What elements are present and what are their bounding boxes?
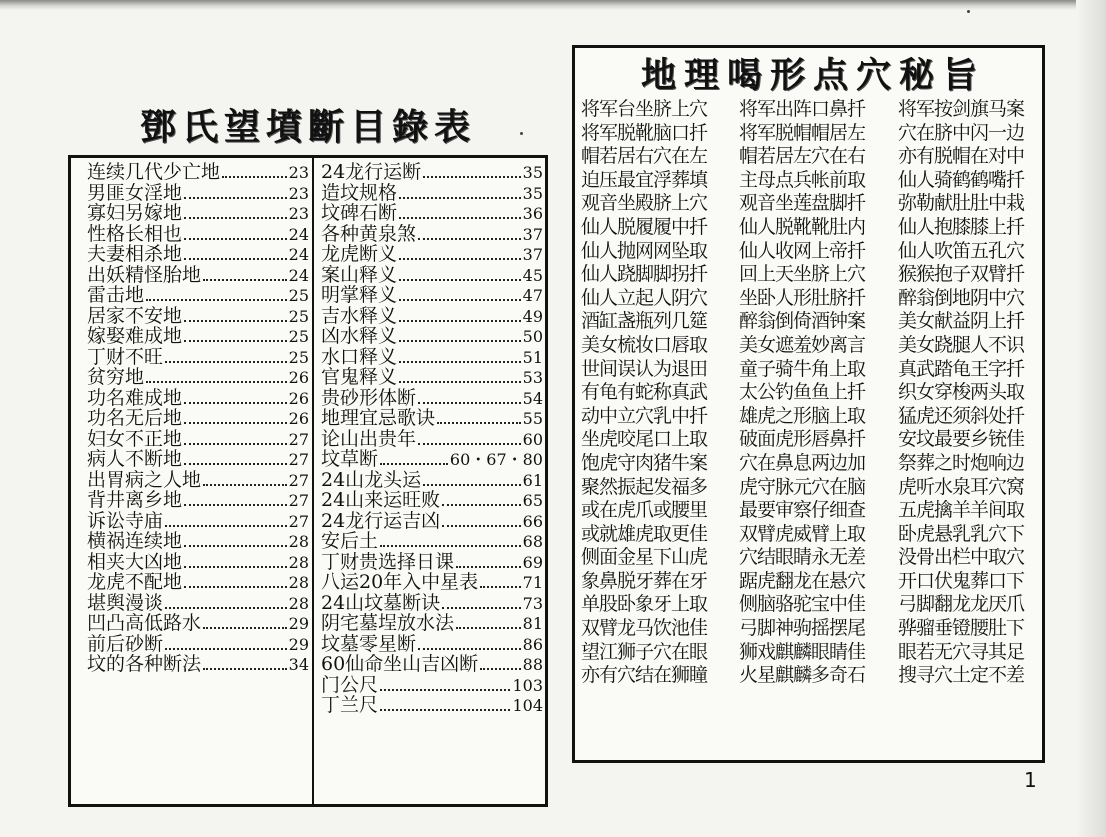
toc-leader-dots xyxy=(399,217,521,219)
toc-entry xyxy=(87,634,309,655)
scan-edge-right xyxy=(1076,0,1106,837)
toc-entry xyxy=(87,613,309,634)
toc-entry xyxy=(87,531,309,552)
toc-leader-dots xyxy=(380,689,510,691)
verse-line: 侧脑骆驼宝中佳 xyxy=(739,593,866,616)
toc-leader-dots xyxy=(184,463,287,465)
verse-line: 最要审察仔细查 xyxy=(739,499,866,522)
toc-entry-page: 24 xyxy=(288,224,309,244)
toc-entry xyxy=(87,162,309,183)
toc-entry xyxy=(87,244,309,265)
toc-entry-page: 35 xyxy=(522,163,543,182)
verse-line: 将军台坐脐上穴 xyxy=(581,98,708,120)
toc-leader-dots xyxy=(380,463,448,465)
toc-entry-title: 安后土 xyxy=(321,531,379,552)
toc-leader-dots xyxy=(184,504,287,506)
toc-entry-title: 前后砂断 xyxy=(87,633,164,654)
verse-line: 亦有脱帽在对中 xyxy=(898,145,1025,168)
toc-column-2 xyxy=(321,162,543,716)
verse-line: 亦有穴结在狮瞳 xyxy=(581,664,708,687)
toc-entry-title: 堪舆漫谈 xyxy=(87,592,164,613)
verse-line: 骅骝垂镫腰肚下 xyxy=(898,617,1025,640)
toc-entry-title: 丁财贵选择日课 xyxy=(321,551,455,572)
toc-entry xyxy=(321,326,543,347)
toc-entry-title: 连续几代少亡地 xyxy=(87,162,221,183)
verse-line: 仙人骑鹤鹤嘴扦 xyxy=(898,168,1025,191)
verse-line: 有龟有蛇称真武 xyxy=(581,381,708,404)
toc-entry-title: 寡妇另嫁地 xyxy=(87,203,183,224)
toc-entry xyxy=(321,613,543,634)
toc-entry xyxy=(321,449,543,470)
toc-entry xyxy=(321,552,543,573)
toc-entry-page: 25 xyxy=(288,347,309,367)
toc-entry xyxy=(321,183,543,204)
verse-line: 穴结眼睛永无差 xyxy=(739,546,866,569)
verse-line: 将军脱靴脑口扦 xyxy=(581,121,708,144)
toc-entry-title: 坟草断 xyxy=(321,449,379,470)
verse-line: 帽若居右穴在左 xyxy=(581,145,708,168)
toc-entry xyxy=(321,408,543,429)
toc-entry-title: 功名难成地 xyxy=(87,387,183,408)
toc-entry-title: 出胃病之人地 xyxy=(87,469,202,490)
toc-entry-title: 24山坟墓断诀 xyxy=(321,592,441,613)
verse-line: 将军脱帽帽居左 xyxy=(739,121,866,144)
toc-leader-dots xyxy=(184,320,287,322)
toc-entry-title: 丁财不旺 xyxy=(87,346,164,367)
toc-entry-title: 60仙命坐山吉凶断 xyxy=(321,654,479,675)
toc-entry-page: 55 xyxy=(522,409,543,428)
verse-line: 踞虎翻龙在悬穴 xyxy=(739,569,866,592)
toc-entry-page: 60 xyxy=(522,429,543,449)
toc-leader-dots xyxy=(165,648,287,650)
toc-leader-dots xyxy=(456,627,521,629)
toc-entry-page: 61 xyxy=(522,470,543,490)
toc-entry-page: 25 xyxy=(288,327,309,346)
verse-line: 坐虎咬尾口上取 xyxy=(581,428,708,451)
toc-entry-page: 27 xyxy=(288,511,309,531)
toc-entry xyxy=(321,203,543,224)
toc-entry-page: 60・67・80 xyxy=(449,450,543,469)
verse-line: 或在虎爪或腰里 xyxy=(581,499,708,522)
verse-line: 弥勒献肚肚中栽 xyxy=(898,192,1025,215)
toc-leader-dots xyxy=(184,238,287,240)
toc-entry-title: 吉水释义 xyxy=(321,305,398,326)
toc-leader-dots xyxy=(380,709,510,711)
verse-line: 真武踏龟王字扦 xyxy=(898,357,1025,380)
verse-line: 将军出阵口鼻扦 xyxy=(739,98,866,120)
verse-panel xyxy=(572,45,1045,763)
toc-leader-dots xyxy=(418,402,521,404)
toc-entry xyxy=(321,347,543,368)
toc-entry xyxy=(321,244,543,265)
toc-entry-title: 造坟规格 xyxy=(321,182,398,203)
verse-line: 或就雄虎取更佳 xyxy=(581,522,708,545)
toc-leader-dots xyxy=(442,504,520,506)
toc-leader-dots xyxy=(184,545,287,547)
toc-entry-title: 病人不断地 xyxy=(87,449,183,470)
verse-line: 仙人脱靴靴肚内 xyxy=(739,215,866,238)
toc-entry xyxy=(321,285,543,306)
verse-line: 仙人抱膝膝上扦 xyxy=(898,215,1025,238)
toc-leader-dots xyxy=(165,361,287,363)
toc-entry-page: 28 xyxy=(288,573,309,592)
toc-entry-page: 28 xyxy=(288,552,309,572)
toc-entry xyxy=(87,388,309,409)
toc-entry xyxy=(87,593,309,614)
toc-entry-title: 24龙行运吉凶 xyxy=(321,510,441,531)
toc-entry xyxy=(321,306,543,327)
verse-line: 美女梳妆口唇取 xyxy=(581,333,708,356)
toc-entry-page: 88 xyxy=(522,655,543,674)
toc-entry-page: 34 xyxy=(288,655,309,674)
verse-line: 双臂虎威臂上取 xyxy=(739,522,866,545)
scan-edge-top xyxy=(0,0,1106,10)
toc-leader-dots xyxy=(146,381,287,383)
toc-leader-dots xyxy=(480,586,520,588)
toc-entry-page: 29 xyxy=(288,614,309,633)
toc-entry-page: 26 xyxy=(288,368,309,387)
toc-entry xyxy=(321,511,543,532)
verse-line: 酒缸盏瓶列几筵 xyxy=(581,310,708,333)
verse-line: 美女献益阴上扦 xyxy=(898,310,1025,333)
toc-entry-title: 门公尺 xyxy=(321,674,379,695)
toc-entry xyxy=(87,367,309,388)
toc-leader-dots xyxy=(184,422,287,424)
toc-entry xyxy=(87,203,309,224)
toc-entry-page: 73 xyxy=(522,593,543,613)
toc-entry-page: 81 xyxy=(522,614,543,633)
toc-entry xyxy=(321,593,543,614)
verse-line: 主母点兵帐前取 xyxy=(739,168,866,191)
toc-leader-dots xyxy=(184,586,287,588)
verse-line: 猴猴抱子双臂扦 xyxy=(898,263,1025,286)
toc-leader-dots xyxy=(399,258,521,260)
verse-line: 醉翁倒倚酒钟案 xyxy=(739,310,866,333)
toc-entry-page: 23 xyxy=(288,204,309,223)
toc-entry-title: 背井离乡地 xyxy=(87,490,183,511)
verse-line: 童子骑牛角上取 xyxy=(739,357,866,380)
verse-line: 安坟最要乡铳佳 xyxy=(898,428,1025,451)
toc-entry-title: 官鬼释义 xyxy=(321,367,398,388)
verse-line: 织女穿梭两头取 xyxy=(898,381,1025,404)
toc-entry-title: 坟碑石断 xyxy=(321,203,398,224)
toc-entry xyxy=(321,388,543,409)
toc-leader-dots xyxy=(184,197,287,199)
toc-entry-title: 出妖精怪胎地 xyxy=(87,264,202,285)
scan-speck xyxy=(967,10,970,13)
toc-leader-dots xyxy=(165,607,287,609)
toc-entry-page: 103 xyxy=(512,675,543,695)
toc-entry xyxy=(87,511,309,532)
toc-entry xyxy=(87,347,309,368)
toc-leader-dots xyxy=(184,217,287,219)
verse-line: 将军按剑旗马案 xyxy=(898,98,1025,120)
toc-leader-dots xyxy=(399,340,521,342)
toc-entry-title: 嫁娶难成地 xyxy=(87,326,183,347)
verse-line: 世间误认为退田 xyxy=(581,357,708,380)
toc-entry xyxy=(321,224,543,245)
toc-leader-dots xyxy=(418,443,521,445)
verse-title: 地理喝形点穴秘旨 xyxy=(640,56,985,96)
toc-entry xyxy=(87,306,309,327)
toc-entry xyxy=(87,490,309,511)
toc-entry xyxy=(87,470,309,491)
verse-line: 虎守脉元穴在脑 xyxy=(739,475,866,498)
toc-leader-dots xyxy=(184,340,287,342)
toc-entry xyxy=(321,654,543,675)
toc-leader-dots xyxy=(203,279,287,281)
verse-line: 坐卧人形肚脐扦 xyxy=(739,286,866,309)
toc-entry xyxy=(321,531,543,552)
toc-entry-title: 凶水释义 xyxy=(321,326,398,347)
toc-entry-page: 49 xyxy=(522,306,543,326)
toc-leader-dots xyxy=(418,648,521,650)
toc-entry-page: 26 xyxy=(288,409,309,428)
toc-entry xyxy=(321,634,543,655)
toc-leader-dots xyxy=(203,484,287,486)
toc-entry-page: 53 xyxy=(522,368,543,387)
toc-entry-title: 地理宜忌歌诀 xyxy=(321,408,436,429)
verse-line: 弓脚神驹摇摆尾 xyxy=(739,617,866,640)
toc-leader-dots xyxy=(184,258,287,260)
toc-entry-title: 相夹大凶地 xyxy=(87,551,183,572)
toc-entry-title: 妇女不正地 xyxy=(87,428,183,449)
verse-line: 穴在脐中闪一边 xyxy=(898,121,1025,144)
toc-entry-page: 35 xyxy=(522,183,543,203)
toc-entry-title: 贵砂形体断 xyxy=(321,387,417,408)
toc-entry-page: 69 xyxy=(522,552,543,572)
verse-line: 火星麒麟多奇石 xyxy=(739,664,866,687)
verse-line: 仙人脱履履中扦 xyxy=(581,215,708,238)
verse-line: 帽若居左穴在右 xyxy=(739,145,866,168)
toc-leader-dots xyxy=(399,361,521,363)
toc-entry-page: 36 xyxy=(522,204,543,223)
toc-entry-title: 雷击地 xyxy=(87,285,145,306)
toc-entry-title: 各种黄泉煞 xyxy=(321,223,417,244)
toc-leader-dots xyxy=(423,176,520,178)
toc-leader-dots xyxy=(184,443,287,445)
toc-entry-page: 23 xyxy=(288,163,309,182)
verse-line: 开口伏鬼葬口下 xyxy=(898,569,1025,592)
toc-entry-title: 性格长相也 xyxy=(87,223,183,244)
toc-entry-page: 45 xyxy=(522,265,543,285)
toc-entry-page: 29 xyxy=(288,634,309,654)
verse-line: 观音坐莲盘脚扦 xyxy=(739,192,866,215)
toc-entry-title: 功名无后地 xyxy=(87,408,183,429)
verse-line: 穴在鼻息两边加 xyxy=(739,451,866,474)
toc-entry-title: 凹凸高低路水 xyxy=(87,613,202,634)
toc-entry-title: 横祸连续地 xyxy=(87,531,183,552)
verse-line: 猛虎还须斜处扦 xyxy=(898,404,1025,427)
toc-entry-title: 24山来运旺败 xyxy=(321,490,441,511)
toc-leader-dots xyxy=(380,545,521,547)
verse-line: 搜寻穴土定不差 xyxy=(898,664,1025,687)
verse-line: 回上天坐脐上穴 xyxy=(739,263,866,286)
toc-entry-page: 24 xyxy=(288,245,309,264)
toc-entry-page: 37 xyxy=(522,224,543,244)
toc-leader-dots xyxy=(184,566,287,568)
verse-line: 弓脚翻龙龙厌爪 xyxy=(898,593,1025,616)
toc-entry xyxy=(321,490,543,511)
toc-entry-title: 水口释义 xyxy=(321,346,398,367)
scan-speck xyxy=(520,132,523,135)
toc-entry-title: 明掌释义 xyxy=(321,285,398,306)
toc-entry xyxy=(321,675,543,696)
toc-entry-title: 坟的各种断法 xyxy=(87,654,202,675)
toc-entry xyxy=(87,552,309,573)
toc-entry xyxy=(87,408,309,429)
toc-entry xyxy=(87,572,309,593)
toc-entry-title: 论山出贵年 xyxy=(321,428,417,449)
toc-entry-page: 27 xyxy=(288,429,309,449)
verse-line: 仙人跷脚脚拐扦 xyxy=(581,263,708,286)
toc-leader-dots xyxy=(184,402,287,404)
toc-entry xyxy=(321,695,543,716)
toc-leader-dots xyxy=(399,381,521,383)
toc-leader-dots xyxy=(418,238,521,240)
toc-leader-dots xyxy=(442,607,520,609)
toc-entry-title: 贫穷地 xyxy=(87,367,145,388)
toc-entry-page: 28 xyxy=(288,532,309,551)
verse-line: 眼若无穴寻其足 xyxy=(898,640,1025,663)
toc-leader-dots xyxy=(203,627,287,629)
toc-leader-dots xyxy=(423,484,520,486)
toc-leader-dots xyxy=(399,279,521,281)
toc-column-divider xyxy=(312,158,314,804)
toc-entry-title: 夫妻相杀地 xyxy=(87,244,183,265)
toc-entry xyxy=(87,449,309,470)
toc-entry xyxy=(87,224,309,245)
toc-leader-dots xyxy=(165,525,287,527)
toc-leader-dots xyxy=(437,422,521,424)
verse-column-2 xyxy=(739,98,889,688)
verse-line: 动中立穴乳中扦 xyxy=(581,404,708,427)
verse-line: 五虎擒羊羊间取 xyxy=(898,499,1025,522)
verse-line: 美女遮羞妙离言 xyxy=(739,333,866,356)
verse-line: 仙人收网上帝扦 xyxy=(739,239,866,262)
toc-entry-page: 86 xyxy=(522,634,543,654)
toc-entry xyxy=(321,265,543,286)
verse-line: 卧虎悬乳乳穴下 xyxy=(898,522,1025,545)
toc-entry xyxy=(321,470,543,491)
toc-entry-page: 27 xyxy=(288,491,309,510)
toc-entry-page: 24 xyxy=(288,265,309,285)
toc-entry-page: 54 xyxy=(522,388,543,408)
verse-line: 仙人抛网网坠取 xyxy=(581,239,708,262)
toc-leader-dots xyxy=(456,566,521,568)
verse-line: 侧面金星下山虎 xyxy=(581,546,708,569)
toc-entry-title: 八运20年入中星表 xyxy=(321,572,479,593)
toc-entry-page: 50 xyxy=(522,327,543,346)
toc-entry-title: 24山龙头运 xyxy=(321,469,422,490)
toc-column-1 xyxy=(87,162,309,675)
verse-line: 醉翁倒地阴中穴 xyxy=(898,286,1025,309)
toc-entry xyxy=(87,429,309,450)
toc-leader-dots xyxy=(399,299,521,301)
toc-entry-page: 47 xyxy=(522,286,543,305)
verse-line: 象鼻脱牙葬在牙 xyxy=(581,569,708,592)
verse-line: 美女跷腿人不识 xyxy=(898,333,1025,356)
verse-line: 观音坐殿脐上穴 xyxy=(581,192,708,215)
verse-column-1 xyxy=(581,98,731,688)
toc-entry-title: 诉讼寺庙 xyxy=(87,510,164,531)
toc-entry-page: 25 xyxy=(288,286,309,305)
toc-entry-page: 71 xyxy=(522,573,543,592)
toc-entry-title: 阴宅墓埕放水法 xyxy=(321,613,455,634)
verse-line: 雄虎之形脑上取 xyxy=(739,404,866,427)
toc-leader-dots xyxy=(222,176,287,178)
toc-entry xyxy=(87,326,309,347)
toc-leader-dots xyxy=(442,525,520,527)
verse-line: 单股卧象牙上取 xyxy=(581,593,708,616)
toc-entry-page: 37 xyxy=(522,245,543,264)
toc-leader-dots xyxy=(399,320,521,322)
page-number: 1 xyxy=(1024,768,1037,792)
toc-entry xyxy=(87,285,309,306)
verse-line: 狮戏麒麟眼睛佳 xyxy=(739,640,866,663)
toc-entry-title: 案山释义 xyxy=(321,264,398,285)
toc-leader-dots xyxy=(203,668,287,670)
toc-entry-title: 龙虎断义 xyxy=(321,244,398,265)
toc-entry xyxy=(87,183,309,204)
toc-leader-dots xyxy=(480,668,520,670)
toc-entry-page: 25 xyxy=(288,306,309,326)
toc-title: 鄧氏望墳斷目錄表 xyxy=(140,107,477,148)
toc-leader-dots xyxy=(399,197,521,199)
toc-entry-title: 丁兰尺 xyxy=(321,695,379,716)
toc-entry-page: 65 xyxy=(522,491,543,510)
toc-entry xyxy=(321,572,543,593)
verse-line: 望江狮子穴在眼 xyxy=(581,640,708,663)
toc-entry-page: 23 xyxy=(288,183,309,203)
toc-leader-dots xyxy=(146,299,287,301)
verse-line: 没骨出栏中取穴 xyxy=(898,546,1025,569)
toc-table xyxy=(68,155,548,807)
toc-entry-title: 龙虎不配地 xyxy=(87,572,183,593)
verse-line: 饱虎守肉猪牛案 xyxy=(581,451,708,474)
toc-entry-page: 66 xyxy=(522,511,543,531)
toc-entry xyxy=(321,429,543,450)
verse-line: 仙人吹笛五孔穴 xyxy=(898,239,1025,262)
toc-entry xyxy=(87,654,309,675)
toc-entry-title: 坟墓零星断 xyxy=(321,633,417,654)
verse-line: 聚然振起发福多 xyxy=(581,475,708,498)
toc-entry-page: 27 xyxy=(288,450,309,469)
verse-column-3 xyxy=(898,98,1048,688)
verse-line: 仙人立起人阴穴 xyxy=(581,286,708,309)
verse-line: 虎听水泉耳穴窝 xyxy=(898,475,1025,498)
toc-entry-title: 男匪女淫地 xyxy=(87,182,183,203)
toc-entry xyxy=(321,162,543,183)
verse-line: 迫压最宜浮葬填 xyxy=(581,168,708,191)
verse-line: 太公钓鱼鱼上扦 xyxy=(739,381,866,404)
toc-entry-page: 28 xyxy=(288,593,309,613)
toc-entry-title: 居家不安地 xyxy=(87,305,183,326)
toc-entry-page: 26 xyxy=(288,388,309,408)
toc-entry-page: 27 xyxy=(288,470,309,490)
toc-entry-title: 24龙行运断 xyxy=(321,162,422,183)
verse-line: 祭葬之时炮响边 xyxy=(898,451,1025,474)
toc-entry-page: 104 xyxy=(512,696,543,715)
toc-entry-page: 51 xyxy=(522,347,543,367)
verse-line: 双臂龙马饮池佳 xyxy=(581,617,708,640)
toc-entry xyxy=(321,367,543,388)
toc-entry-page: 68 xyxy=(522,532,543,551)
toc-entry xyxy=(87,265,309,286)
verse-line: 破面虎形唇鼻扦 xyxy=(739,428,866,451)
